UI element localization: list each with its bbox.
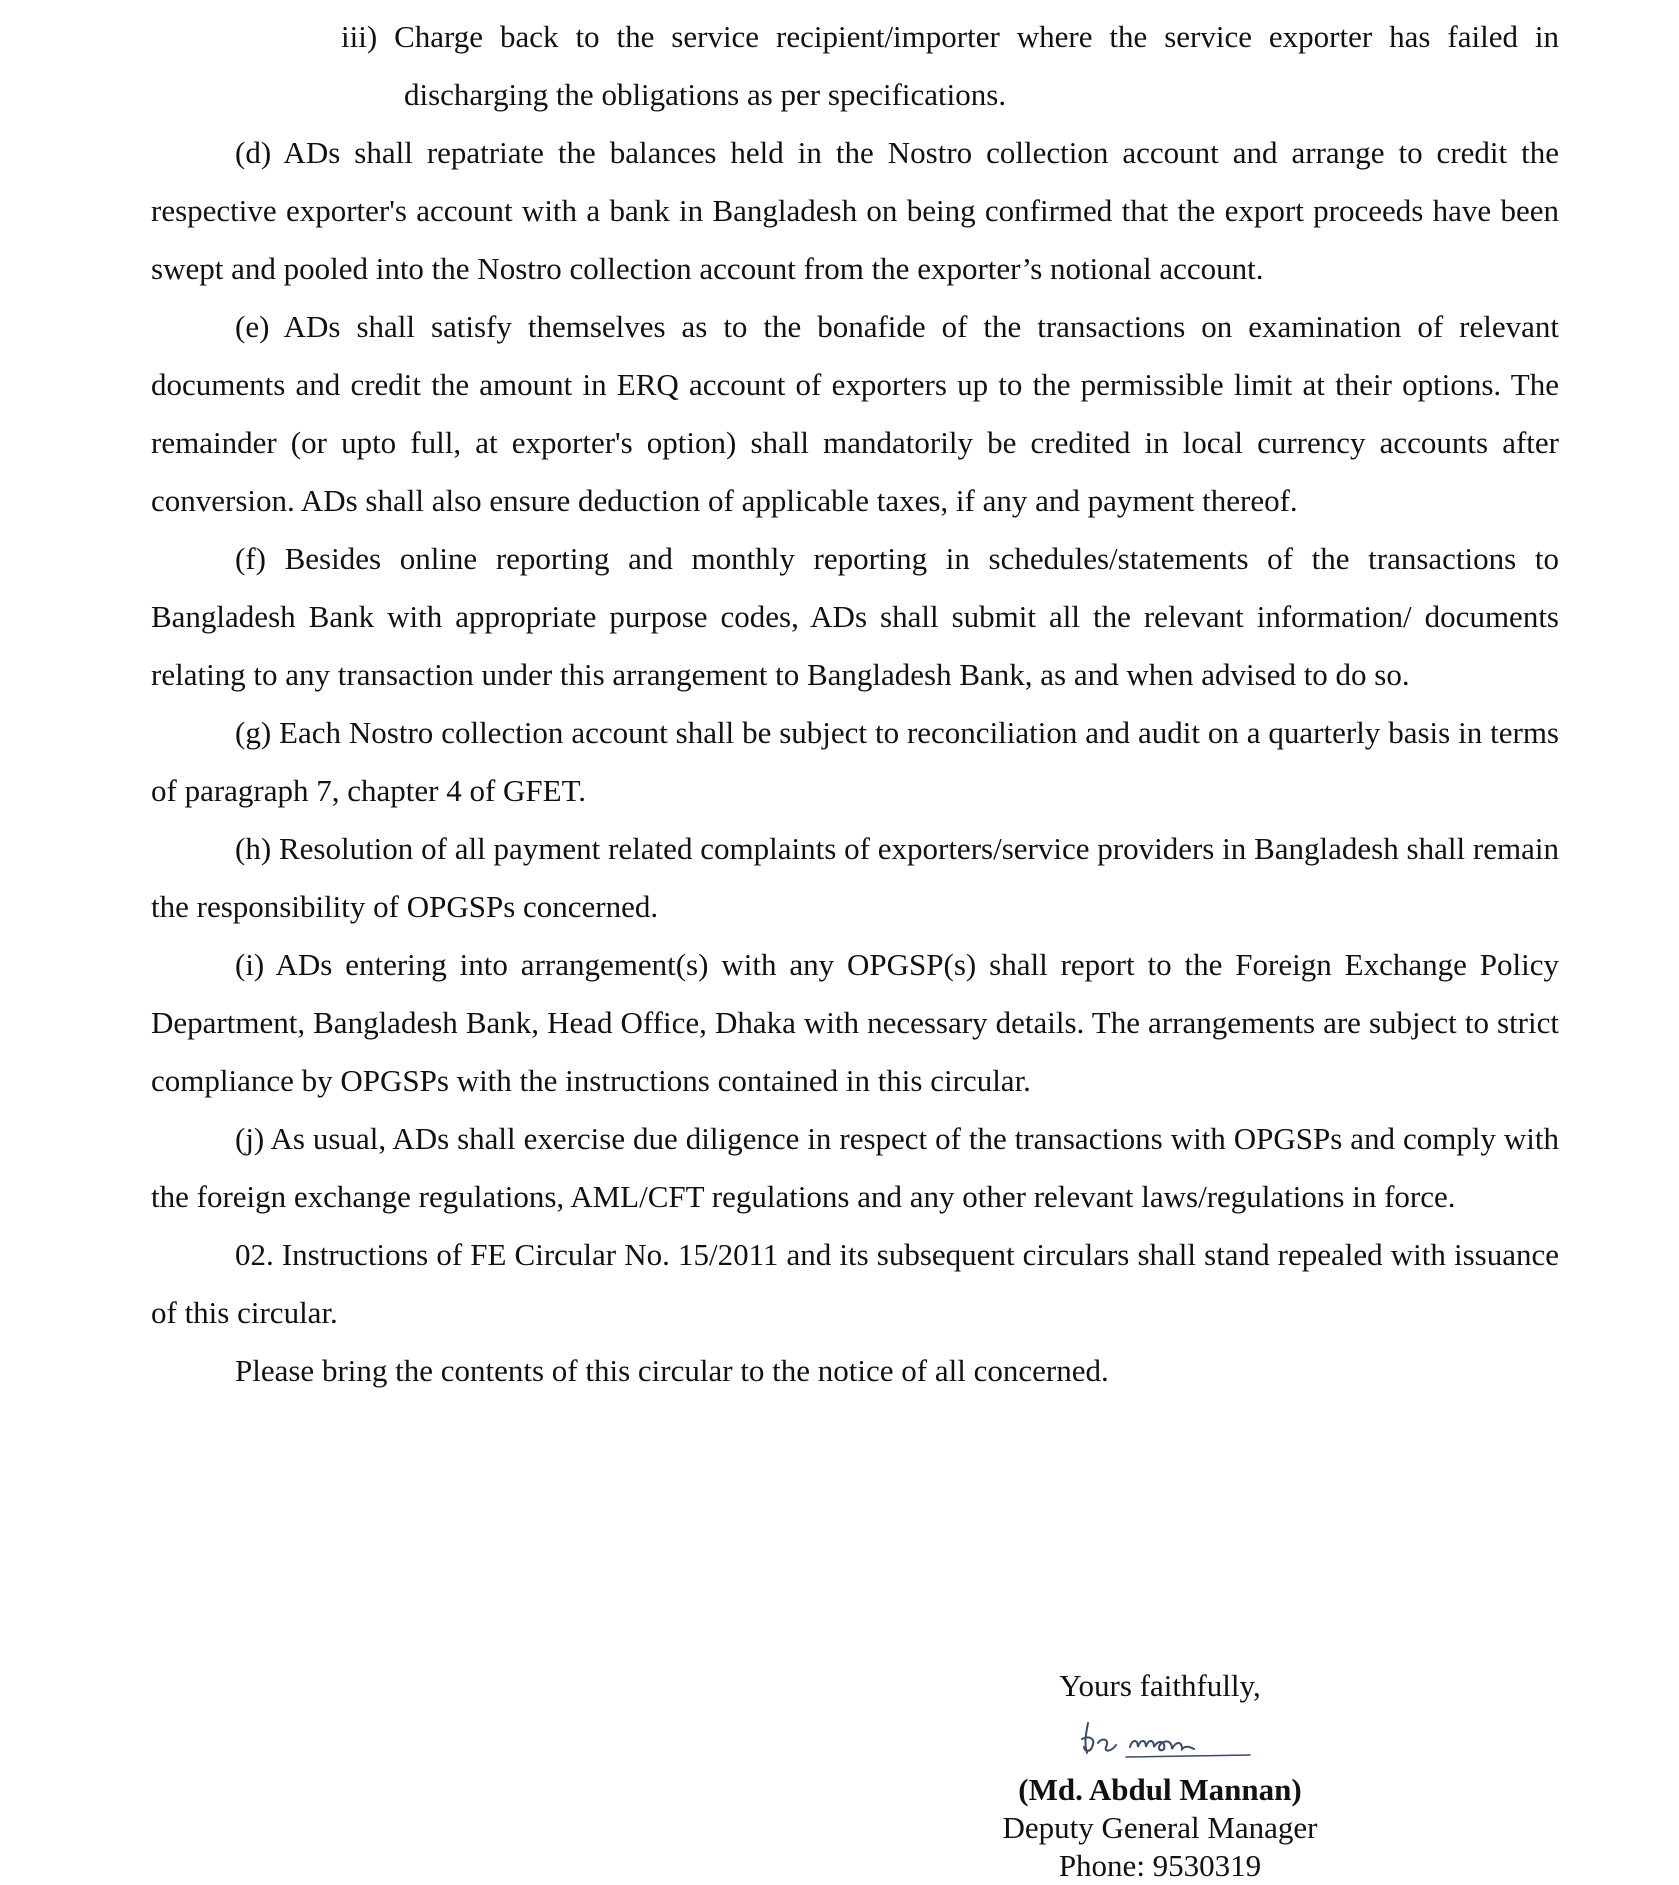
paragraph-j: (j) As usual, ADs shall exercise due diligence in respect of the transactions with OPGSPs and comply with the foreign exchange regulations, AML/CFT regulations and any other relevant laws/regulations in force. (151, 1121, 1559, 1214)
signatory-designation: Deputy General Manager (1002, 1810, 1318, 1845)
paragraph-g: (g) Each Nostro collection account shall be subject to reconciliation and audit on a quarterly basis in terms of paragraph 7, chapter 4 of GFET. (151, 715, 1559, 808)
signatory-phone: Phone: 9530319 (1058, 1848, 1262, 1883)
paragraph-item-iii: iii) Charge back to the service recipient/importer where the service exporter has failed in discharging the obligations as per specifications. (341, 19, 1559, 112)
handwritten-signature (1060, 1709, 1260, 1765)
signatory-name: (Md. Abdul Mannan) (1018, 1772, 1302, 1807)
paragraph-d: (d) ADs shall repatriate the balances held in the Nostro collection account and arrange to credit the respective exporter's account with a bank in Bangladesh on being confirmed that the export proceeds have been swept and pooled into the Nostro collection account from the exporter’s notional account. (151, 135, 1559, 286)
paragraph-h: (h) Resolution of all payment related complaints of exporters/service providers in Bangladesh shall remain the responsibility of OPGSPs concerned. (151, 831, 1559, 924)
paragraph-f: (f) Besides online reporting and monthly reporting in schedules/statements of the transactions to Bangladesh Bank with appropriate purpose codes, ADs shall submit all the relevant information/ documents relating to any transaction under this arrangement to Bangladesh Bank, as and when advised to do so. (151, 541, 1559, 692)
closing-line: Please bring the contents of this circular to the notice of all concerned. (235, 1353, 1109, 1388)
signature-block (950, 1667, 1370, 1885)
circular-body (151, 8, 1559, 1400)
paragraph-i: (i) ADs entering into arrangement(s) with any OPGSP(s) shall report to the Foreign Exchange Policy Department, Bangladesh Bank, Head Office, Dhaka with necessary details. The arrangements are subject to strict compliance by OPGSPs with the instructions contained in this circular. (151, 947, 1559, 1098)
paragraph-e: (e) ADs shall satisfy themselves as to the bonafide of the transactions on examination of relevant documents and credit the amount in ERQ account of exporters up to the permissible limit at their options. The remainder (or upto full, at exporter's option) shall mandatorily be credited in local currency accounts after conversion. ADs shall also ensure deduction of applicable taxes, if any and payment thereof. (151, 309, 1559, 518)
salutation: Yours faithfully, (1059, 1668, 1261, 1703)
paragraph-02: 02. Instructions of FE Circular No. 15/2011 and its subsequent circulars shall stand repealed with issuance of this circular. (151, 1237, 1559, 1330)
